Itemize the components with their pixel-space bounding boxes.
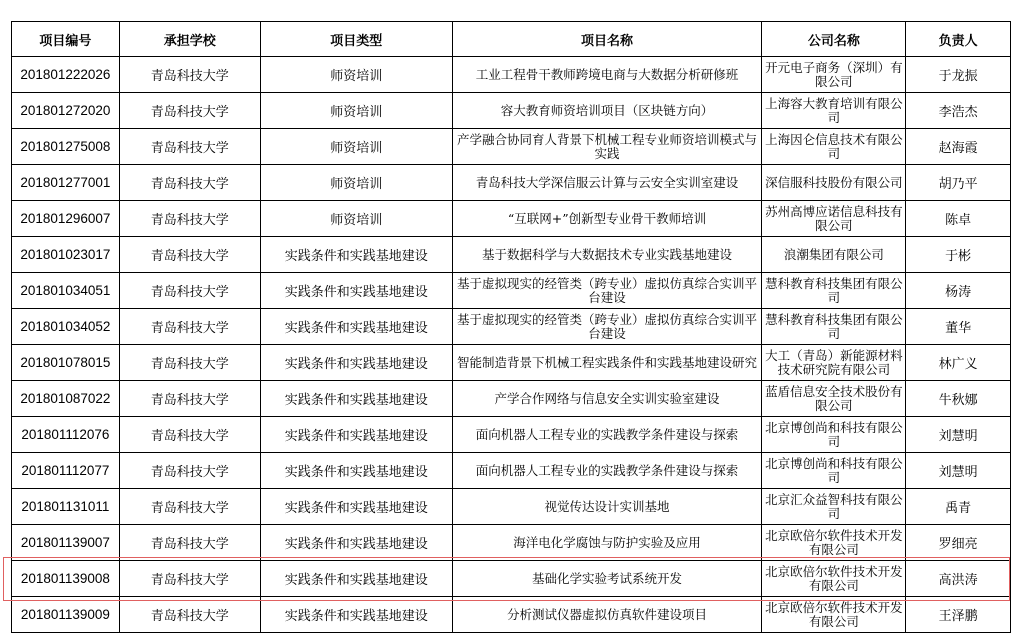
cell-project-id: 201801112076: [12, 417, 120, 453]
cell-company-name: 蓝盾信息安全技术股份有限公司: [762, 381, 906, 417]
header-company-name: 公司名称: [762, 22, 906, 57]
cell-person-in-charge: 林广义: [906, 345, 1011, 381]
cell-project-id: 201801034051: [12, 273, 120, 309]
cell-school: 青岛科技大学: [119, 417, 260, 453]
cell-school: 青岛科技大学: [119, 489, 260, 525]
cell-project-id: 201801112077: [12, 453, 120, 489]
cell-project-name: 分析测试仪器虚拟仿真软件建设项目: [452, 597, 762, 633]
table-row: [12, 345, 1011, 381]
cell-project-name: 产学融合协同育人背景下机械工程专业师资培训模式与实践: [452, 129, 762, 165]
cell-person-in-charge: 罗细亮: [906, 525, 1011, 561]
cell-person-in-charge: 胡乃平: [906, 165, 1011, 201]
table-row: [12, 273, 1011, 309]
cell-project-name: 智能制造背景下机械工程实践条件和实践基地建设研究: [452, 345, 762, 381]
cell-project-type: 实践条件和实践基地建设: [260, 525, 452, 561]
cell-project-type: 师资培训: [260, 165, 452, 201]
header-school: 承担学校: [119, 22, 260, 57]
cell-project-type: 师资培训: [260, 93, 452, 129]
cell-company-name: 上海因仑信息技术有限公司: [762, 129, 906, 165]
cell-project-name: 容大教育师资培训项目（区块链方向）: [452, 93, 762, 129]
table-row: [12, 381, 1011, 417]
cell-school: 青岛科技大学: [119, 273, 260, 309]
cell-project-name: 海洋电化学腐蚀与防护实验及应用: [452, 525, 762, 561]
cell-project-name: 工业工程骨干教师跨境电商与大数据分析研修班: [452, 57, 762, 93]
cell-school: 青岛科技大学: [119, 525, 260, 561]
table-row: [12, 57, 1011, 93]
cell-school: 青岛科技大学: [119, 309, 260, 345]
cell-company-name: 慧科教育科技集团有限公司: [762, 273, 906, 309]
cell-person-in-charge: 董华: [906, 309, 1011, 345]
cell-project-name: 基础化学实验考试系统开发: [452, 561, 762, 597]
cell-project-type: 实践条件和实践基地建设: [260, 453, 452, 489]
cell-project-id: 201801023017: [12, 237, 120, 273]
cell-project-id: 201801139008: [12, 561, 120, 597]
cell-company-name: 浪潮集团有限公司: [762, 237, 906, 273]
table-header-row: [12, 22, 1011, 57]
cell-project-type: 师资培训: [260, 57, 452, 93]
cell-project-id: 201801139009: [12, 597, 120, 633]
cell-project-type: 师资培训: [260, 129, 452, 165]
cell-school: 青岛科技大学: [119, 201, 260, 237]
cell-person-in-charge: 陈卓: [906, 201, 1011, 237]
table-row: [12, 237, 1011, 273]
cell-project-id: 201801087022: [12, 381, 120, 417]
cell-project-type: 实践条件和实践基地建设: [260, 309, 452, 345]
table-row: [12, 453, 1011, 489]
cell-school: 青岛科技大学: [119, 129, 260, 165]
cell-company-name: 北京欧倍尔软件技术开发有限公司: [762, 597, 906, 633]
cell-person-in-charge: 牛秋娜: [906, 381, 1011, 417]
project-table: [11, 21, 1011, 633]
table-row: [12, 309, 1011, 345]
cell-project-type: 实践条件和实践基地建设: [260, 381, 452, 417]
cell-project-name: 基于数据科学与大数据技术专业实践基地建设: [452, 237, 762, 273]
cell-project-id: 201801275008: [12, 129, 120, 165]
cell-project-id: 201801277001: [12, 165, 120, 201]
cell-project-type: 实践条件和实践基地建设: [260, 417, 452, 453]
cell-project-name: 基于虚拟现实的经管类（跨专业）虚拟仿真综合实训平台建设: [452, 309, 762, 345]
header-project-id: 项目编号: [12, 22, 120, 57]
cell-company-name: 北京欧倍尔软件技术开发有限公司: [762, 561, 906, 597]
cell-person-in-charge: 杨涛: [906, 273, 1011, 309]
cell-project-name: 视觉传达设计实训基地: [452, 489, 762, 525]
cell-project-id: 201801131011: [12, 489, 120, 525]
cell-project-name: “互联网+”创新型专业骨干教师培训: [452, 201, 762, 237]
cell-school: 青岛科技大学: [119, 453, 260, 489]
cell-project-id: 201801139007: [12, 525, 120, 561]
cell-project-type: 实践条件和实践基地建设: [260, 345, 452, 381]
cell-project-name: 产学合作网络与信息安全实训实验室建设: [452, 381, 762, 417]
cell-school: 青岛科技大学: [119, 93, 260, 129]
table-row: [12, 129, 1011, 165]
cell-project-type: 实践条件和实践基地建设: [260, 237, 452, 273]
cell-project-id: 201801078015: [12, 345, 120, 381]
cell-project-name: 青岛科技大学深信服云计算与云安全实训室建设: [452, 165, 762, 201]
cell-company-name: 慧科教育科技集团有限公司: [762, 309, 906, 345]
header-project-name: 项目名称: [452, 22, 762, 57]
header-person-in-charge: 负责人: [906, 22, 1011, 57]
cell-project-name: 面向机器人工程专业的实践教学条件建设与探索: [452, 417, 762, 453]
cell-person-in-charge: 于彬: [906, 237, 1011, 273]
cell-project-type: 实践条件和实践基地建设: [260, 489, 452, 525]
table-row: [12, 165, 1011, 201]
cell-person-in-charge: 王泽鹏: [906, 597, 1011, 633]
table-row: [12, 417, 1011, 453]
cell-company-name: 北京欧倍尔软件技术开发有限公司: [762, 525, 906, 561]
cell-company-name: 北京博创尚和科技有限公司: [762, 417, 906, 453]
cell-person-in-charge: 于龙振: [906, 57, 1011, 93]
table-row: [12, 93, 1011, 129]
cell-company-name: 北京汇众益智科技有限公司: [762, 489, 906, 525]
cell-company-name: 上海容大教育培训有限公司: [762, 93, 906, 129]
cell-school: 青岛科技大学: [119, 165, 260, 201]
cell-person-in-charge: 刘慧明: [906, 453, 1011, 489]
cell-project-id: 201801296007: [12, 201, 120, 237]
cell-person-in-charge: 高洪涛: [906, 561, 1011, 597]
cell-project-type: 师资培训: [260, 201, 452, 237]
cell-school: 青岛科技大学: [119, 381, 260, 417]
cell-company-name: 大工（青岛）新能源材料技术研究院有限公司: [762, 345, 906, 381]
cell-company-name: 北京博创尚和科技有限公司: [762, 453, 906, 489]
cell-project-type: 实践条件和实践基地建设: [260, 273, 452, 309]
cell-company-name: 开元电子商务（深圳）有限公司: [762, 57, 906, 93]
header-project-type: 项目类型: [260, 22, 452, 57]
cell-person-in-charge: 李浩杰: [906, 93, 1011, 129]
cell-project-id: 201801222026: [12, 57, 120, 93]
cell-project-type: 实践条件和实践基地建设: [260, 597, 452, 633]
cell-project-id: 201801272020: [12, 93, 120, 129]
cell-project-type: 实践条件和实践基地建设: [260, 561, 452, 597]
cell-school: 青岛科技大学: [119, 561, 260, 597]
cell-school: 青岛科技大学: [119, 237, 260, 273]
table-row: [12, 489, 1011, 525]
cell-company-name: 苏州高博应诺信息科技有限公司: [762, 201, 906, 237]
cell-person-in-charge: 刘慧明: [906, 417, 1011, 453]
cell-school: 青岛科技大学: [119, 57, 260, 93]
cell-project-id: 201801034052: [12, 309, 120, 345]
table-row: [12, 561, 1011, 597]
cell-project-name: 面向机器人工程专业的实践教学条件建设与探索: [452, 453, 762, 489]
cell-project-name: 基于虚拟现实的经管类（跨专业）虚拟仿真综合实训平台建设: [452, 273, 762, 309]
cell-school: 青岛科技大学: [119, 597, 260, 633]
cell-person-in-charge: 赵海霞: [906, 129, 1011, 165]
table-row: [12, 525, 1011, 561]
table-row: [12, 597, 1011, 633]
cell-company-name: 深信服科技股份有限公司: [762, 165, 906, 201]
cell-school: 青岛科技大学: [119, 345, 260, 381]
table-row: [12, 201, 1011, 237]
cell-person-in-charge: 禹青: [906, 489, 1011, 525]
